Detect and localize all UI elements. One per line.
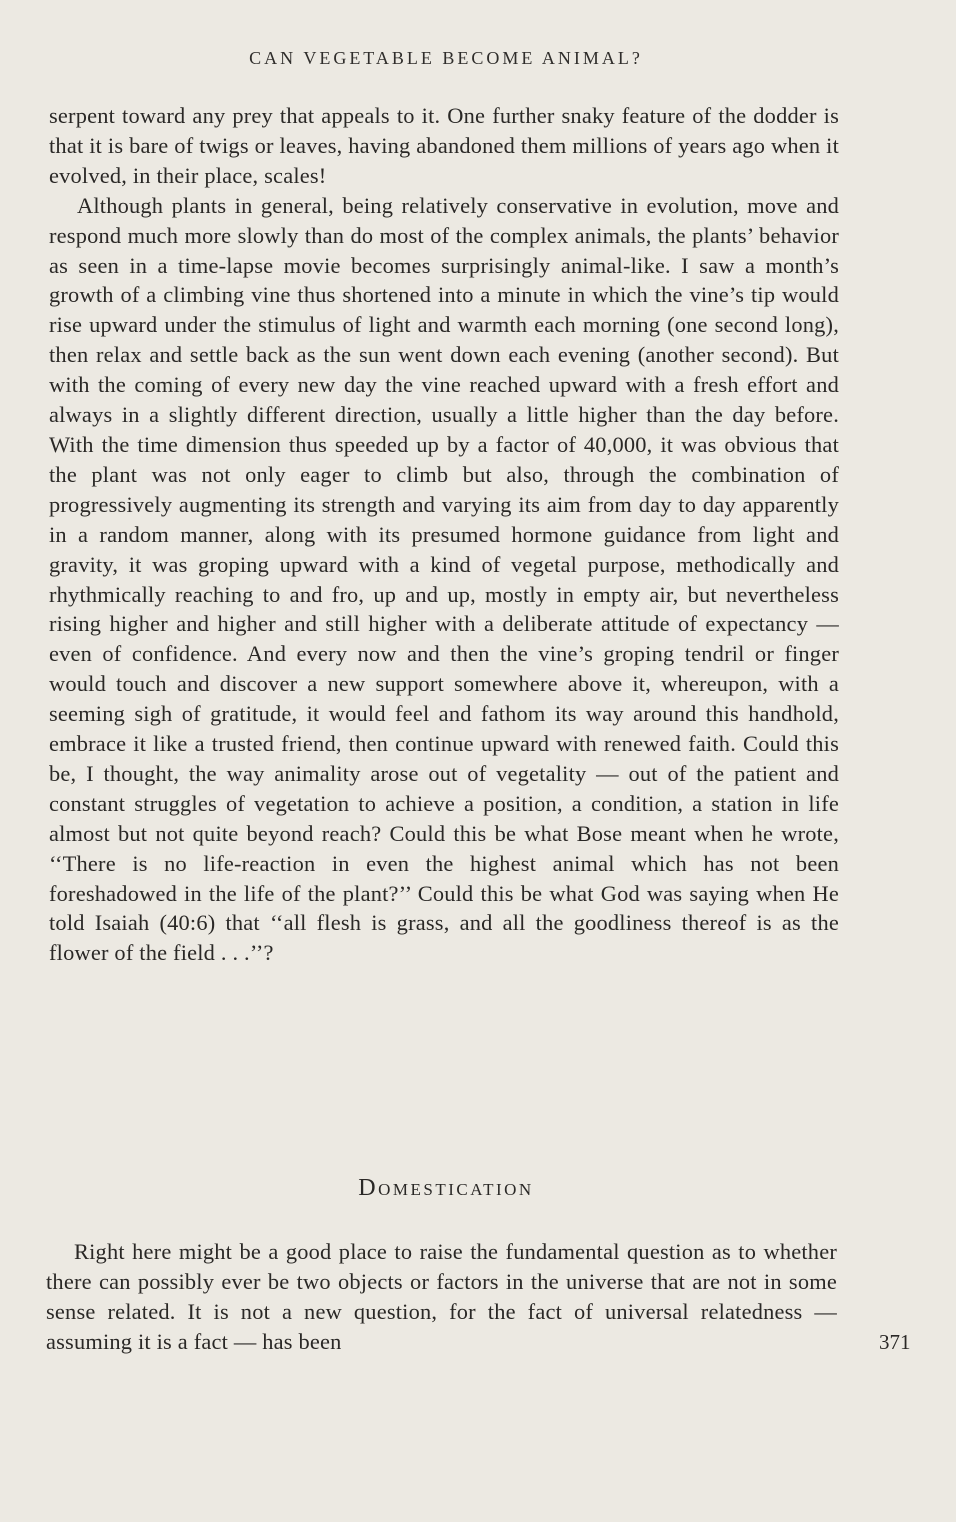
paragraph-continued: serpent toward any prey that appeals to it. One further snaky feature of the dodder is that it is bare of twigs or leaves, having abandoned them millions of years ago when it evolved, in their place, scales! [49,103,839,188]
section-heading: Domestication [358,1175,534,1201]
page-number: 371 [879,1330,911,1354]
section-paragraph: Right here might be a good place to raise the fundamental question as to whether there can possibly ever be two objects or factors in the universe that are not in some sense related. It is not a new question, for the fact of universal relatedness — assuming it is a fact — has been [46,1239,837,1354]
body-text [49,101,839,968]
running-head: CAN VEGETABLE BECOME ANIMAL? [249,48,643,68]
paragraph-time-lapse: Although plants in general, being relatively conservative in evolution, move and respond much more slowly than do most of the complex animals, the plants’ behavior as seen in a time-lapse movie becomes surprisingly animal-like. I saw a month’s growth of a climbing vine thus shortened into a minute in which the vine’s tip would rise upward under the stimulus of light and warmth each morning (one second long), then relax and settle back as the sun went down each evening (another second). But with the coming of every new day the vine reached upward with a fresh effort and always in a slightly different direction, usually a little higher than the day before. With the time dimension thus speeded up by a factor of 40,000, it was obvious that the plant was not only eager to climb but also, through the combination of progressively augmenting its strength and varying its aim from day to day apparently in a random manner, along with its presumed hormone guidance from light and gravity, it was groping upward with a kind of vegetal purpose, methodically and rhythmically reaching to and fro, up and up, mostly in empty air, but nevertheless rising higher and higher and still higher with a deliberate attitude of expectancy — even of confidence. And every now and then the vine’s groping tendril or finger would touch and discover a new support somewhere above it, whereupon, with a seeming sigh of gratitude, it would feel and fathom its way around this handhold, embrace it like a trusted friend, then continue upward with renewed faith. Could this be, I thought, the way animality arose out of vegetality — out of the patient and constant struggles of vegetation to achieve a position, a condition, a station in life almost but not quite beyond reach? Could this be what Bose meant when he wrote, ‘‘There is no life-reaction in even the highest animal which has not been foreshadowed in the life of the plant?’’ Could this be what God was saying when He told Isaiah (40:6) that ‘‘all flesh is grass, and all the goodliness thereof is as the flower of the field . . .’’? [49,192,839,966]
section-text [46,1237,837,1357]
